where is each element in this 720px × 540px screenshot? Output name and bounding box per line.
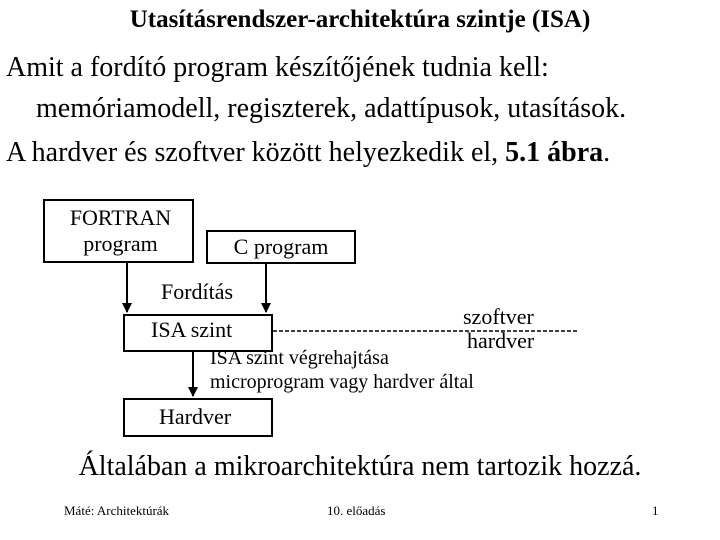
software-label: szoftver	[463, 304, 534, 329]
hardware-box-label: Hardver	[159, 404, 232, 429]
conclusion-text: Általában a mikroarchitektúra nem tartozik hozzá.	[78, 451, 642, 482]
fortran-program-label: FORTRAN program	[69, 205, 172, 256]
text-line-3-suffix: .	[603, 137, 611, 168]
footer-course: Máté: Architektúrák	[64, 503, 170, 518]
execution-label-line-1: ISA szint végrehajtása	[210, 347, 389, 369]
text-line-2: memóriamodell, regiszterek, adattípusok, utasítások.	[36, 93, 627, 124]
text-line-3-prefix: A hardver és szoftver között helyezkedik el,	[6, 137, 506, 168]
page-number: 1	[652, 503, 659, 518]
fortran-program-box	[43, 199, 194, 263]
compile-label: Fordítás	[161, 279, 234, 304]
hardware-label: hardver	[467, 328, 535, 353]
execution-label-line-2: microprogram vagy hardver által	[210, 371, 474, 393]
slide-title: Utasításrendszer-architektúra szintje (ISA)	[129, 6, 591, 33]
footer-lecture: 10. előadás	[327, 503, 386, 518]
figure-reference: 5.1 ábra	[505, 137, 604, 168]
isa-level-label: ISA szint	[151, 317, 233, 342]
c-program-label: C program	[233, 234, 329, 259]
c-program-box	[206, 230, 356, 264]
text-line-1: Amit a fordító program készítőjének tudnia kell:	[6, 52, 549, 83]
